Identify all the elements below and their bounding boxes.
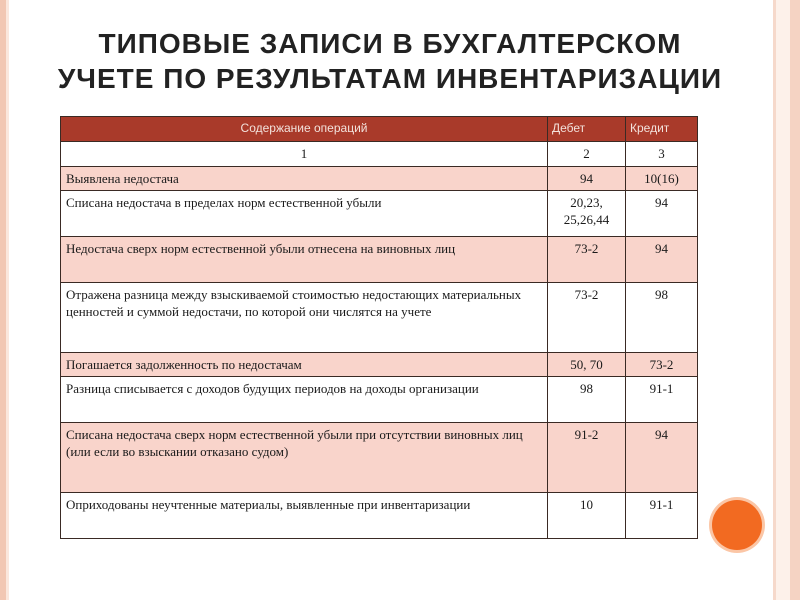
table-row: [61, 493, 698, 539]
credit-cell: 10(16): [626, 167, 698, 191]
slide-title-line-2: УЧЕТЕ ПО РЕЗУЛЬТАТАМ ИНВЕНТАРИЗАЦИИ: [57, 63, 723, 94]
column-number-1: 1: [61, 142, 548, 167]
credit-cell: 91-1: [626, 377, 698, 423]
operation-cell: Выявлена недостача: [61, 167, 548, 191]
credit-cell: 94: [626, 423, 698, 493]
left-border-stripe-light: [6, 0, 9, 600]
debit-cell: 10: [548, 493, 626, 539]
credit-cell: 73-2: [626, 353, 698, 377]
table-header-row: [61, 117, 698, 142]
credit-cell: 94: [626, 191, 698, 237]
debit-cell: 94: [548, 167, 626, 191]
right-border-stripe-light: [776, 0, 790, 600]
credit-cell: 98: [626, 283, 698, 353]
operation-cell: Недостача сверх норм естественной убыли отнесена на виновных лиц: [61, 237, 548, 283]
header-operations: Содержание операций: [61, 117, 548, 142]
table-row: [61, 191, 698, 237]
entries-table: [60, 116, 698, 539]
table-row: [61, 353, 698, 377]
table-row: [61, 167, 698, 191]
operation-cell: Списана недостача в пределах норм естественной убыли: [61, 191, 548, 237]
column-number-3: 3: [626, 142, 698, 167]
credit-cell: 91-1: [626, 493, 698, 539]
table-row: [61, 283, 698, 353]
debit-cell: 91-2: [548, 423, 626, 493]
credit-cell: 94: [626, 237, 698, 283]
table-row: [61, 423, 698, 493]
operation-cell: Оприходованы неучтенные материалы, выявленные при инвентаризации: [61, 493, 548, 539]
decorative-orange-circle-icon: [712, 500, 762, 550]
table-row: [61, 237, 698, 283]
operation-cell: Отражена разница между взыскиваемой стоимостью недостающих материальных ценностей и суммой недостачи, по которой они числятся на учете: [61, 283, 548, 353]
debit-cell: 20,23, 25,26,44: [548, 191, 626, 237]
operation-cell: Списана недостача сверх норм естественной убыли при отсутствии виновных лиц (или если во взыскании отказано судом): [61, 423, 548, 493]
header-debit: Дебет: [548, 117, 626, 142]
debit-cell: 98: [548, 377, 626, 423]
column-number-2: 2: [548, 142, 626, 167]
operation-cell: Погашается задолженность по недостачам: [61, 353, 548, 377]
debit-cell: 50, 70: [548, 353, 626, 377]
slide-title-line-1: ТИПОВЫЕ ЗАПИСИ В БУХГАЛТЕРСКОМ: [98, 28, 682, 59]
debit-cell: 73-2: [548, 283, 626, 353]
header-credit: Кредит: [626, 117, 698, 142]
slide-title: [20, 26, 760, 96]
table-row: [61, 377, 698, 423]
debit-cell: 73-2: [548, 237, 626, 283]
operation-cell: Разница списывается с доходов будущих периодов на доходы организации: [61, 377, 548, 423]
right-border-stripe: [790, 0, 800, 600]
numbering-row: [61, 142, 698, 167]
